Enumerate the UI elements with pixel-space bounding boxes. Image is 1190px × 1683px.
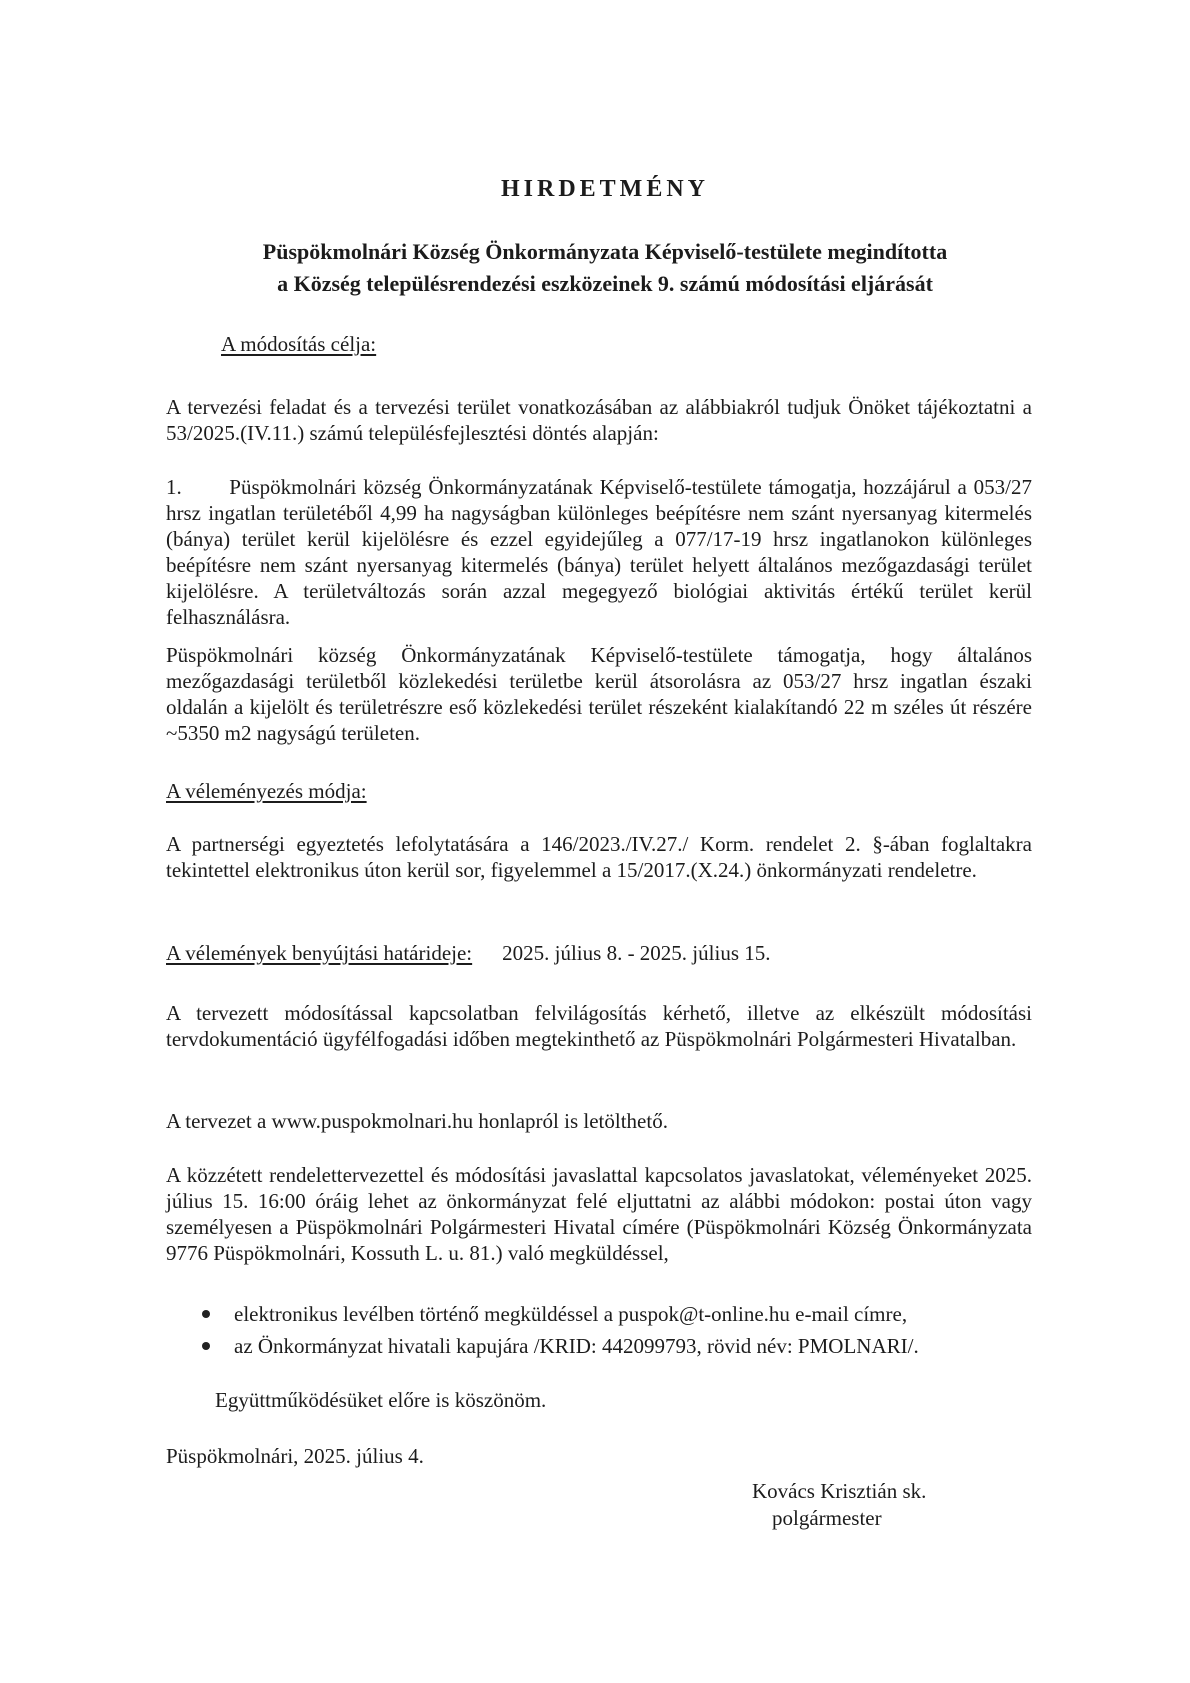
list-item: az Önkormányzat hivatali kapujára /KRID: 442099793, rövid név: PMOLNARI/. bbox=[198, 1330, 919, 1362]
method-heading: A véleményezés módja: bbox=[166, 779, 367, 803]
place-date: Püspökmolnári, 2025. július 4. bbox=[166, 1444, 424, 1468]
signer-name: Kovács Krisztián sk. bbox=[752, 1479, 927, 1503]
thanks-line: Együttműködésüket előre is köszönöm. bbox=[215, 1388, 547, 1412]
deadline-value: 2025. július 8. - 2025. július 15. bbox=[502, 941, 771, 965]
deadline-line bbox=[166, 940, 771, 966]
point-1-paragraph: 1. Püspökmolnári község Önkormányzatának Képviselő-testülete támogatja, hozzájárul a 053/27 hrsz ingatlan területéből 4,99 ha nagyságban különleges beépítésre nem szánt nyersanyag kitermelés (bánya) terület kerül kijelölésre és ezzel egyidejűleg a 077/17-19 hrsz ingatlanokon különleges beépítésre nem szánt nyersanyag kitermelés (bánya) terület helyett általános mezőgazdasági terület kijelölésre. A területváltozás során azzal megegyező biológiai aktivitás értékű terület kerül felhasználásra. bbox=[166, 475, 1032, 629]
document-title: HIRDETMÉNY bbox=[500, 176, 709, 202]
signer-title: polgármester bbox=[772, 1506, 882, 1530]
purpose-heading: A módosítás célja: bbox=[221, 332, 377, 356]
submission-paragraph: A közzétett rendelettervezettel és módosítási javaslattal kapcsolatos javaslatokat, véleményeket 2025. július 15. 16:00 óráig lehet az önkormányzat felé eljuttatni az alábbi módokon: postai úton vagy személyesen a Püspökmolnári Polgármesteri Hivatal címére (Püspökmolnári Község Önkormányzata 9776 Püspökmolnári, Kossuth L. u. 81.) való megküldéssel, bbox=[166, 1163, 1032, 1265]
list-item: elektronikus levélben történő megküldéssel a puspok@t-online.hu e-mail címre, bbox=[198, 1298, 919, 1330]
subtitle-line-2: a Község településrendezési eszközeinek 9. számú módosítási eljárását bbox=[277, 271, 933, 296]
intro-paragraph: A tervezési feladat és a tervezési terület vonatkozásában az alábbiakról tudjuk Önöket tájékoztatni a 53/2025.(IV.11.) számú településfejlesztési döntés alapján: bbox=[166, 395, 1032, 445]
deadline-heading: A vélemények benyújtási határideje: bbox=[166, 941, 473, 965]
submission-methods-list bbox=[198, 1298, 919, 1362]
method-paragraph: A partnerségi egyeztetés lefolytatására a 146/2023./IV.27./ Korm. rendelet 2. §-ában foglaltakra tekintettel elektronikus úton kerül sor, figyelemmel a 15/2017.(X.24.) önkormányzati rendeletre. bbox=[166, 832, 1032, 882]
download-paragraph: A tervezet a www.puspokmolnari.hu honlapról is letölthető. bbox=[166, 1109, 668, 1133]
info-paragraph: A tervezett módosítással kapcsolatban felvilágosítás kérhető, illetve az elkészült módosítási tervdokumentáció ügyfélfogadási időben megtekinthető az Püspökmolnári Polgármesteri Hivatalban. bbox=[166, 1001, 1032, 1051]
point-1-continued-paragraph: Püspökmolnári község Önkormányzatának Képviselő-testülete támogatja, hogy általános mezőgazdasági területből közlekedési területbe kerül átsorolásra az 053/27 hrsz ingatlan északi oldalán a kijelölt és területrészre eső közlekedési terület részeként kialakítandó 22 m széles út részére ~5350 m2 nagyságú területen. bbox=[166, 643, 1032, 745]
subtitle-line-1: Püspökmolnári Község Önkormányzata Képviselő-testülete megindította bbox=[262, 239, 948, 264]
document-subtitle bbox=[0, 236, 1190, 300]
